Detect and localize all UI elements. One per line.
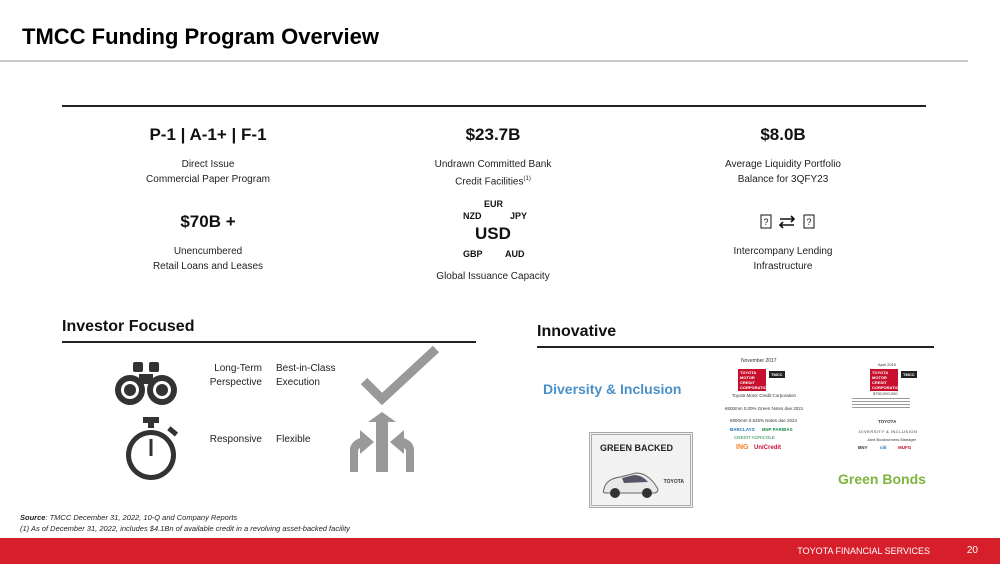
currency-nzd: NZD — [463, 211, 482, 221]
svg-text:?: ? — [763, 217, 769, 227]
undrawn-credit-line1: Undrawn Committed Bank — [434, 159, 552, 170]
currency-jpy: JPY — [510, 211, 528, 221]
binoculars-icon — [113, 360, 179, 411]
unencumbered-label — [88, 244, 328, 274]
long-term-label — [208, 362, 262, 390]
green-bonds-label: Green Bonds — [838, 471, 926, 487]
checkmark-icon — [360, 345, 440, 410]
stopwatch-icon — [122, 417, 182, 488]
cp-label-line1: Direct Issue — [181, 159, 235, 170]
investor-focused-heading: Investor Focused — [62, 318, 195, 335]
footnote-ref: (1) — [523, 176, 531, 182]
car-image — [600, 465, 660, 501]
innovative-divider — [537, 346, 934, 348]
innovative-heading: Innovative — [537, 323, 617, 340]
liquidity-line1: Average Liquidity Portfolio — [725, 159, 841, 170]
doc1-brand: TOYOTA MOTOR CREDIT CORPORATION — [740, 370, 770, 390]
liquidity-line2: Balance for 3QFY23 — [737, 174, 829, 185]
unencumbered-line2: Retail Loans and Leases — [152, 261, 264, 272]
best-in-class-label — [276, 362, 335, 390]
currency-aud: AUD — [505, 249, 525, 259]
responsive-label: Responsive — [209, 434, 262, 445]
page-number: 20 — [966, 545, 978, 556]
currency-eur: EUR — [484, 199, 504, 209]
diverging-arrows-icon — [346, 412, 418, 477]
green-backed-title: GREEN BACKED — [600, 443, 674, 453]
cp-label-line2: Commercial Paper Program — [146, 174, 270, 185]
intercompany-icon — [760, 213, 816, 231]
green-backed-card — [589, 432, 693, 508]
intercompany-label — [663, 244, 903, 274]
intercompany-line1: Intercompany Lending — [733, 246, 833, 257]
doc1-issuer: Toyota Motor Credit Corporation — [732, 393, 797, 398]
doc1-bank-ca: CREDIT AGRICOLE — [734, 435, 775, 440]
cp-rating: P-1 | A-1+ | F-1 — [149, 125, 267, 144]
footer-bar — [0, 538, 1000, 564]
metrics-divider — [62, 105, 926, 107]
currency-usd: USD — [475, 224, 511, 243]
global-issuance-label: Global Issuance Capacity — [436, 271, 550, 282]
doc1-bank-unicredit: UniCredit — [754, 445, 781, 451]
doc2-tmcc-tag: TMCC — [903, 372, 915, 377]
long-term-line1: Long-Term — [214, 363, 262, 374]
doc2-bank-citi: citi — [880, 445, 887, 450]
undrawn-credit-line2 — [373, 172, 613, 189]
investor-divider — [62, 341, 476, 343]
title-divider — [0, 60, 968, 62]
doc1-bank-bnp: BNP PARIBAS — [762, 427, 793, 432]
doc2-bank-bny: BNY — [858, 445, 868, 450]
doc2-text-lines — [852, 396, 910, 408]
best-in-class-line2: Execution — [276, 377, 320, 388]
doc1-tmcc-tag: TMCC — [771, 372, 783, 377]
doc1-date: November 2017 — [741, 358, 777, 364]
doc2-amount: $750,000,000 — [873, 391, 898, 396]
intercompany-line2: Infrastructure — [753, 261, 813, 272]
liquidity-label — [663, 157, 903, 187]
footnote-1: (1) As of December 31, 2022, includes $4.1Bn of available credit in a revolving asset-backed facility — [20, 524, 350, 533]
source-text: : TMCC December 31, 2022, 10-Q and Company Reports — [45, 513, 238, 522]
liquidity-value: $8.0B — [760, 125, 806, 144]
undrawn-credit-value: $23.7B — [465, 125, 521, 144]
doc1-bank-ing: ING — [736, 444, 749, 451]
unencumbered-value: $70B + — [180, 212, 236, 231]
doc1-line1: €600mm 0.00% Green Notes due 2021 — [725, 406, 804, 411]
doc2-toyota: TOYOTA — [878, 419, 897, 424]
doc2-bank-mufg: MUFG — [898, 445, 912, 450]
card-brand: TOYOTA — [663, 479, 684, 485]
undrawn-credit-line2-text: Credit Facilities — [455, 176, 524, 188]
diversity-inclusion-label: Diversity & Inclusion — [543, 381, 682, 397]
cp-label — [88, 157, 328, 187]
undrawn-credit-label — [373, 157, 613, 189]
doc2-lead: Joint Bookrunners Manager — [867, 437, 917, 442]
unencumbered-line1: Unencumbered — [173, 246, 243, 257]
doc2-tagline: DIVERSITY & INCLUSION — [859, 429, 918, 434]
svg-text:?: ? — [806, 217, 812, 227]
page-title: TMCC Funding Program Overview — [22, 24, 379, 49]
doc1-bank-barclays: BARCLAYS — [730, 427, 755, 432]
flexible-label: Flexible — [276, 434, 311, 445]
source-label: Source — [20, 513, 46, 522]
doc2-date: April 2019 — [878, 362, 897, 367]
doc1-line2: €600mm 0.625% Notes due 2024 — [730, 418, 798, 423]
source-note — [20, 513, 237, 522]
long-term-line2: Perspective — [209, 377, 262, 388]
best-in-class-line1: Best-in-Class — [276, 363, 336, 374]
footer-company: TOYOTA FINANCIAL SERVICES — [797, 546, 930, 556]
currency-gbp: GBP — [463, 249, 483, 259]
doc2-brand: TOYOTA MOTOR CREDIT CORPORATION — [872, 370, 902, 390]
